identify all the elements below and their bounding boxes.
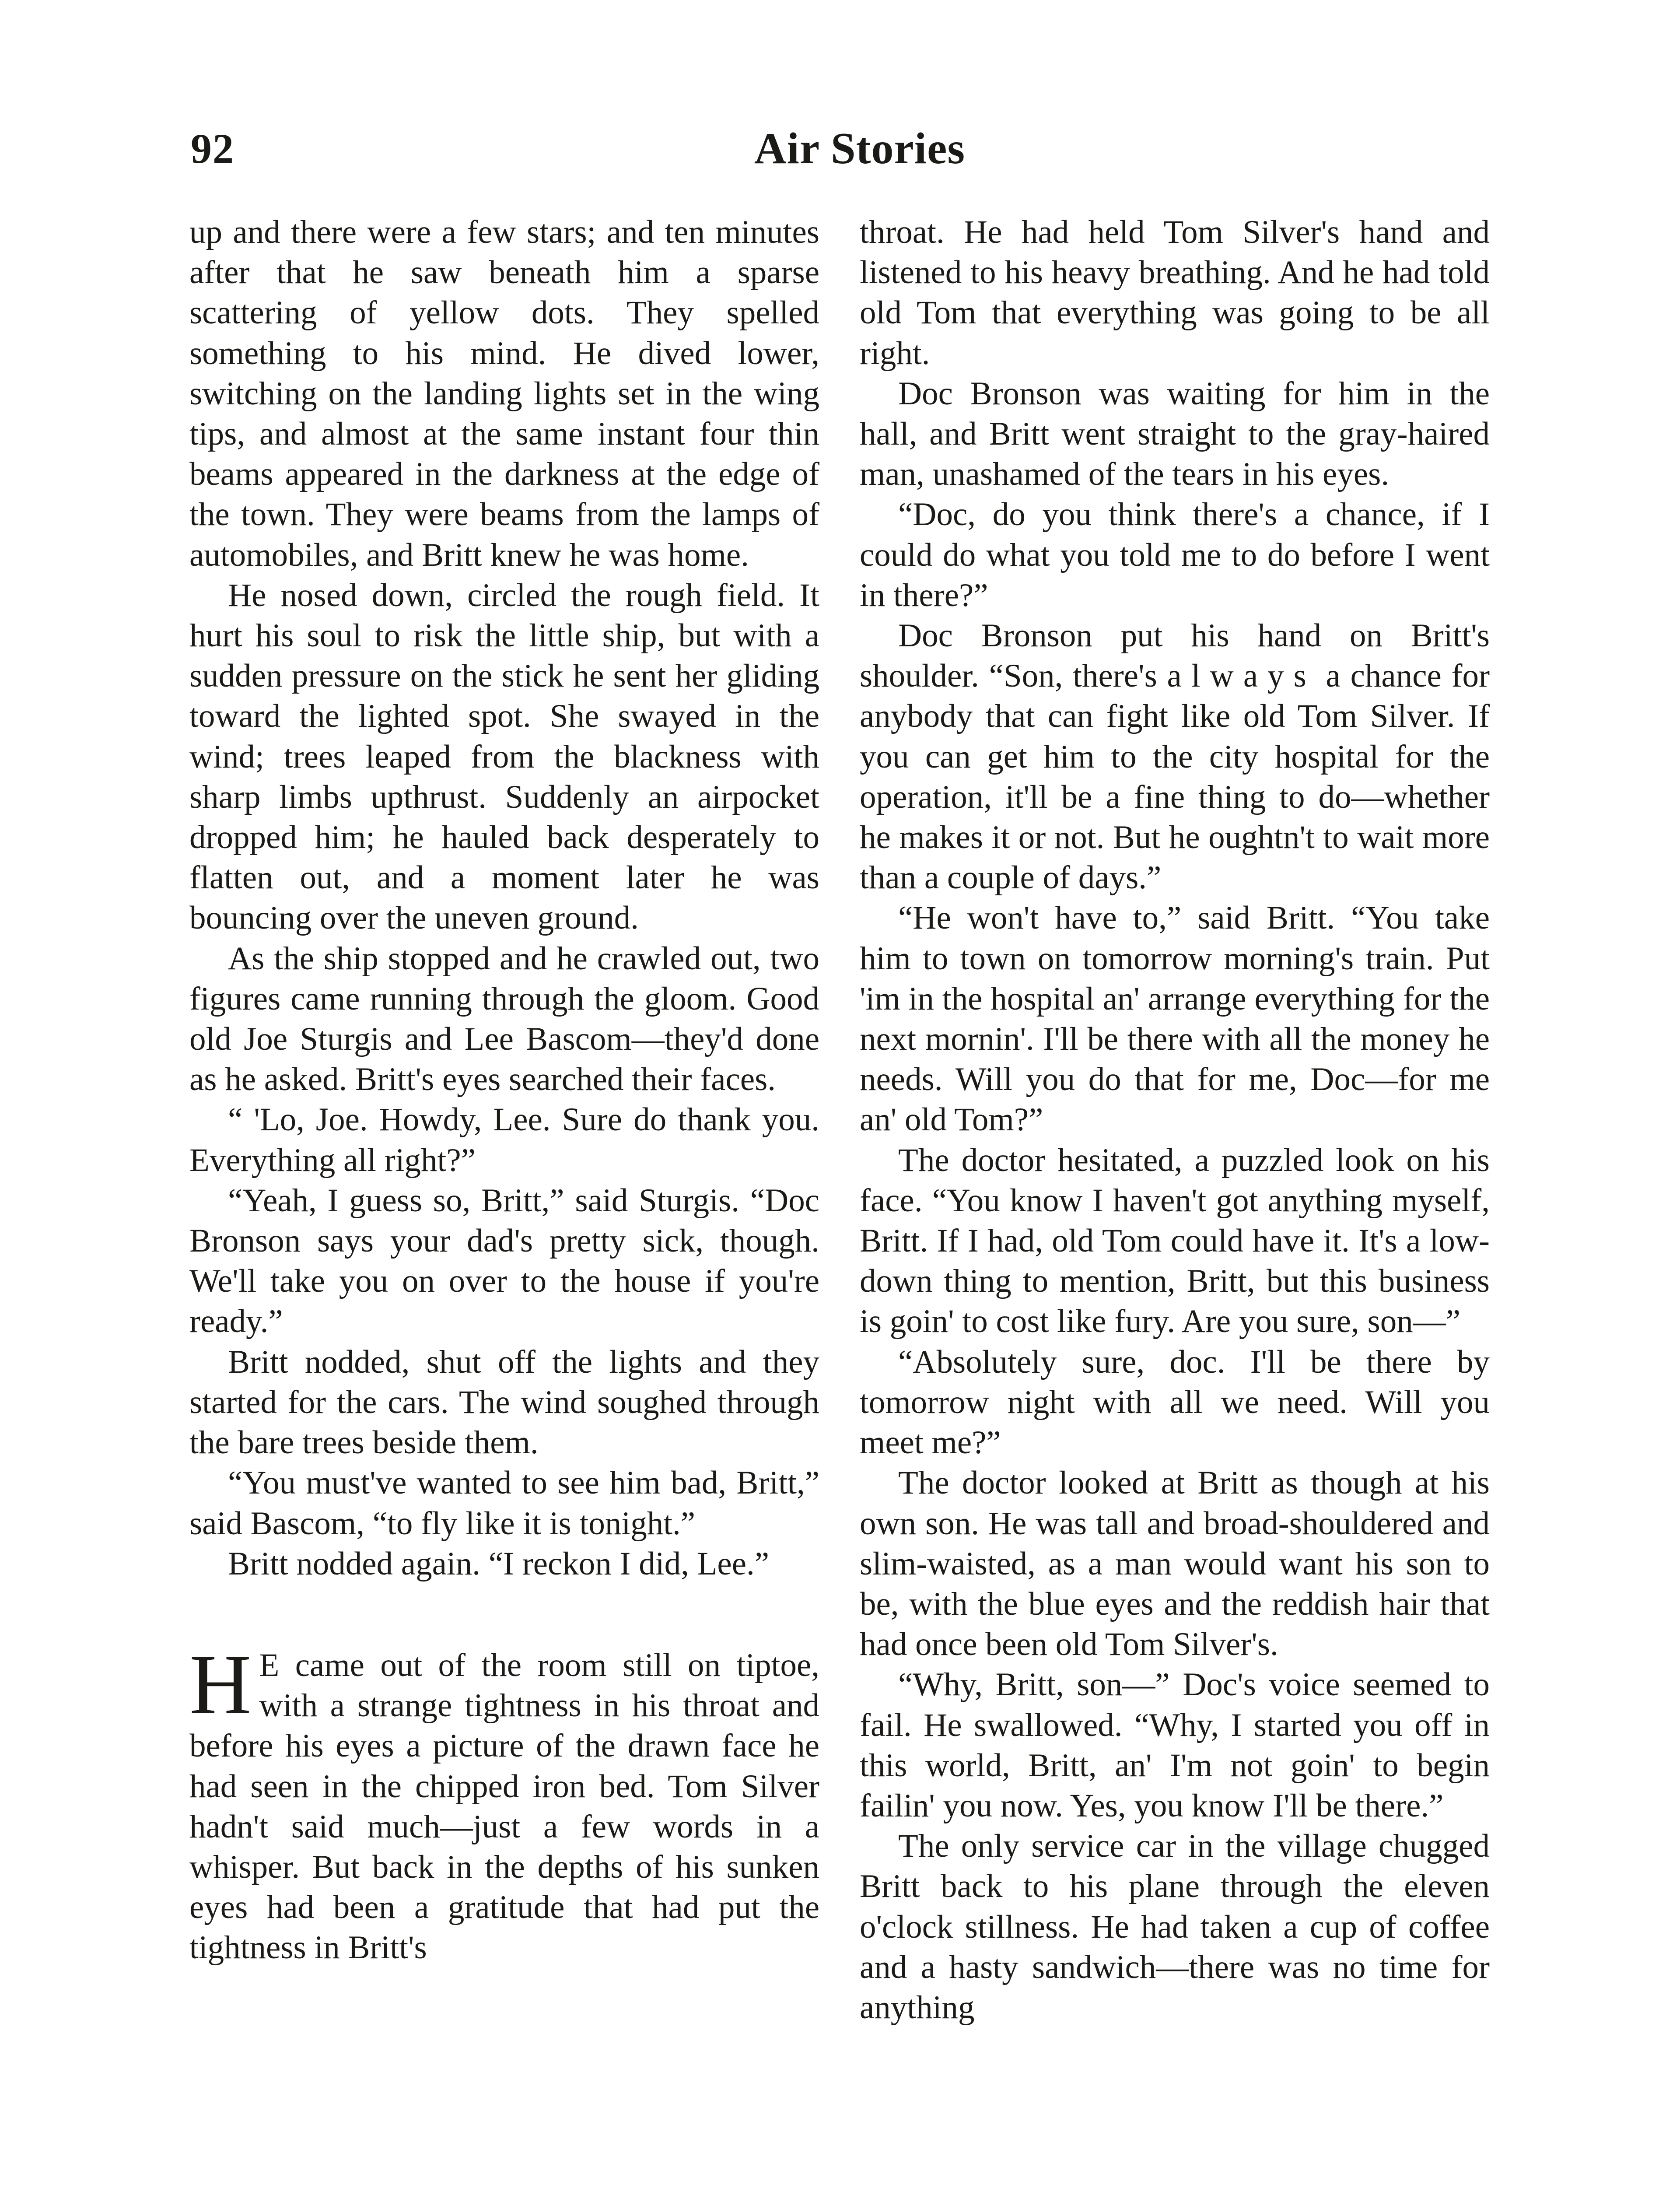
paragraph: As the ship stopped and he crawled out, two figures came running through the gloom. Good old Joe Sturgis and Lee Bascom—they'd done as he asked. Britt's eyes searched their faces. <box>189 940 819 1098</box>
paragraph: “Why, Britt, son—” Doc's voice seemed to fail. He swallowed. “Why, I started you off in this world, Britt, an' I'm not goin' to begin failin' you now. Yes, you know I'll be there.” <box>860 1666 1490 1824</box>
paragraph: Doc Bronson was waiting for him in the hall, and Britt went straight to the gray-haired man, unashamed of the tears in his eyes. <box>860 375 1490 493</box>
paragraph: up and there were a few stars; and ten minutes after that he saw beneath him a sparse scattering of yellow dots. They spelled something to his mind. He dived lower, switching on the landing lights set in the wing tips, and almost at the same instant four thin beams appeared in the darkness at the edge of the town. They were beams from the lamps of automobiles, and Britt knew he was home. <box>189 214 819 573</box>
running-title: Air Stories <box>754 124 966 173</box>
paragraph: “ 'Lo, Joe. Howdy, Lee. Sure do thank you. Everything all right?” <box>189 1101 819 1178</box>
paragraph-text: E came out of the room still on tiptoe, with a strange tightness in his throat and before his eyes a picture of the drawn face he had seen in the chipped iron bed. Tom Silver hadn't said much—just a few words in a whisper. But back in the depths of his sunken eyes had been a gratitude that had put the tightness in Britt's <box>189 1647 819 1966</box>
page-number: 92 <box>191 125 234 172</box>
paragraph: “Yeah, I guess so, Britt,” said Sturgis. “Doc Bronson says your dad's pretty sick, though. We'll take you on over to the house if you're ready.” <box>189 1182 819 1340</box>
paragraph-text: a chance for anybody that can fight like old Tom Silver. If you can get him to the city hospital for the operation, it'll be a fine thing to do—whether he makes it or not. But he oughtn't to wait more than a couple of days.” <box>860 658 1490 896</box>
paragraph: The only service car in the village chugged Britt back to his plane through the eleven o'clock stillness. He had taken a cup of coffee and a hasty sandwich—there was no time for anything <box>860 1828 1490 2026</box>
paragraph <box>860 616 1490 898</box>
paragraph: Britt nodded, shut off the lights and they started for the cars. The wind soughed through the bare trees beside them. <box>189 1343 819 1461</box>
paragraph: Britt nodded again. “I reckon I did, Lee.” <box>228 1545 770 1582</box>
paragraph-text: Doc Bronson put his hand on Britt's shoulder. “Son, there's <box>860 617 1490 694</box>
paragraph: “He won't have to,” said Britt. “You take him to town on tomorrow morning's train. Put 'im in the hospital an' arrange everything for the next mornin'. I'll be there with all the money he needs. Will you do that for me, Doc—for me an' old Tom?” <box>860 900 1490 1138</box>
drop-cap: H <box>189 1637 252 1732</box>
paragraph: The doctor hesitated, a puzzled look on his face. “You know I haven't got anything myself, Britt. If I had, old Tom could have it. It's a low-down thing to mention, Britt, but this business is goin' to cost like fury. Are you sure, son—” <box>860 1142 1490 1340</box>
paragraph: “Doc, do you think there's a chance, if I could do what you told me to do before I went in there?” <box>860 496 1490 614</box>
left-column <box>189 212 819 1968</box>
emphasized-word: always <box>1167 658 1316 694</box>
page-header <box>0 118 1680 179</box>
section-break <box>189 1584 819 1645</box>
paragraph: He nosed down, circled the rough field. It hurt his soul to risk the little ship, but with a sudden pressure on the stick he sent her gliding toward the lighted spot. She swayed in the wind; trees leaped from the blackness with sharp limbs upthrust. Suddenly an airpocket dropped him; he hauled back desperately to flatten out, and a moment later he was bouncing over the uneven ground. <box>189 577 819 936</box>
paragraph: “You must've wanted to see him bad, Britt,” said Bascom, “to fly like it is tonight.” <box>189 1465 819 1542</box>
paragraph-with-drop-cap <box>189 1637 819 1968</box>
paragraph: “Absolutely sure, doc. I'll be there by tomorrow night with all we need. Will you meet me?” <box>860 1343 1490 1461</box>
paragraph: The doctor looked at Britt as though at his own son. He was tall and broad-shouldered and slim-waisted, as a man would want his son to be, with the blue eyes and the reddish hair that had once been old Tom Silver's. <box>860 1465 1490 1663</box>
right-column <box>860 212 1490 2028</box>
paragraph: throat. He had held Tom Silver's hand and listened to his heavy breathing. And he had told old Tom that everything was going to be all right. <box>860 214 1490 372</box>
